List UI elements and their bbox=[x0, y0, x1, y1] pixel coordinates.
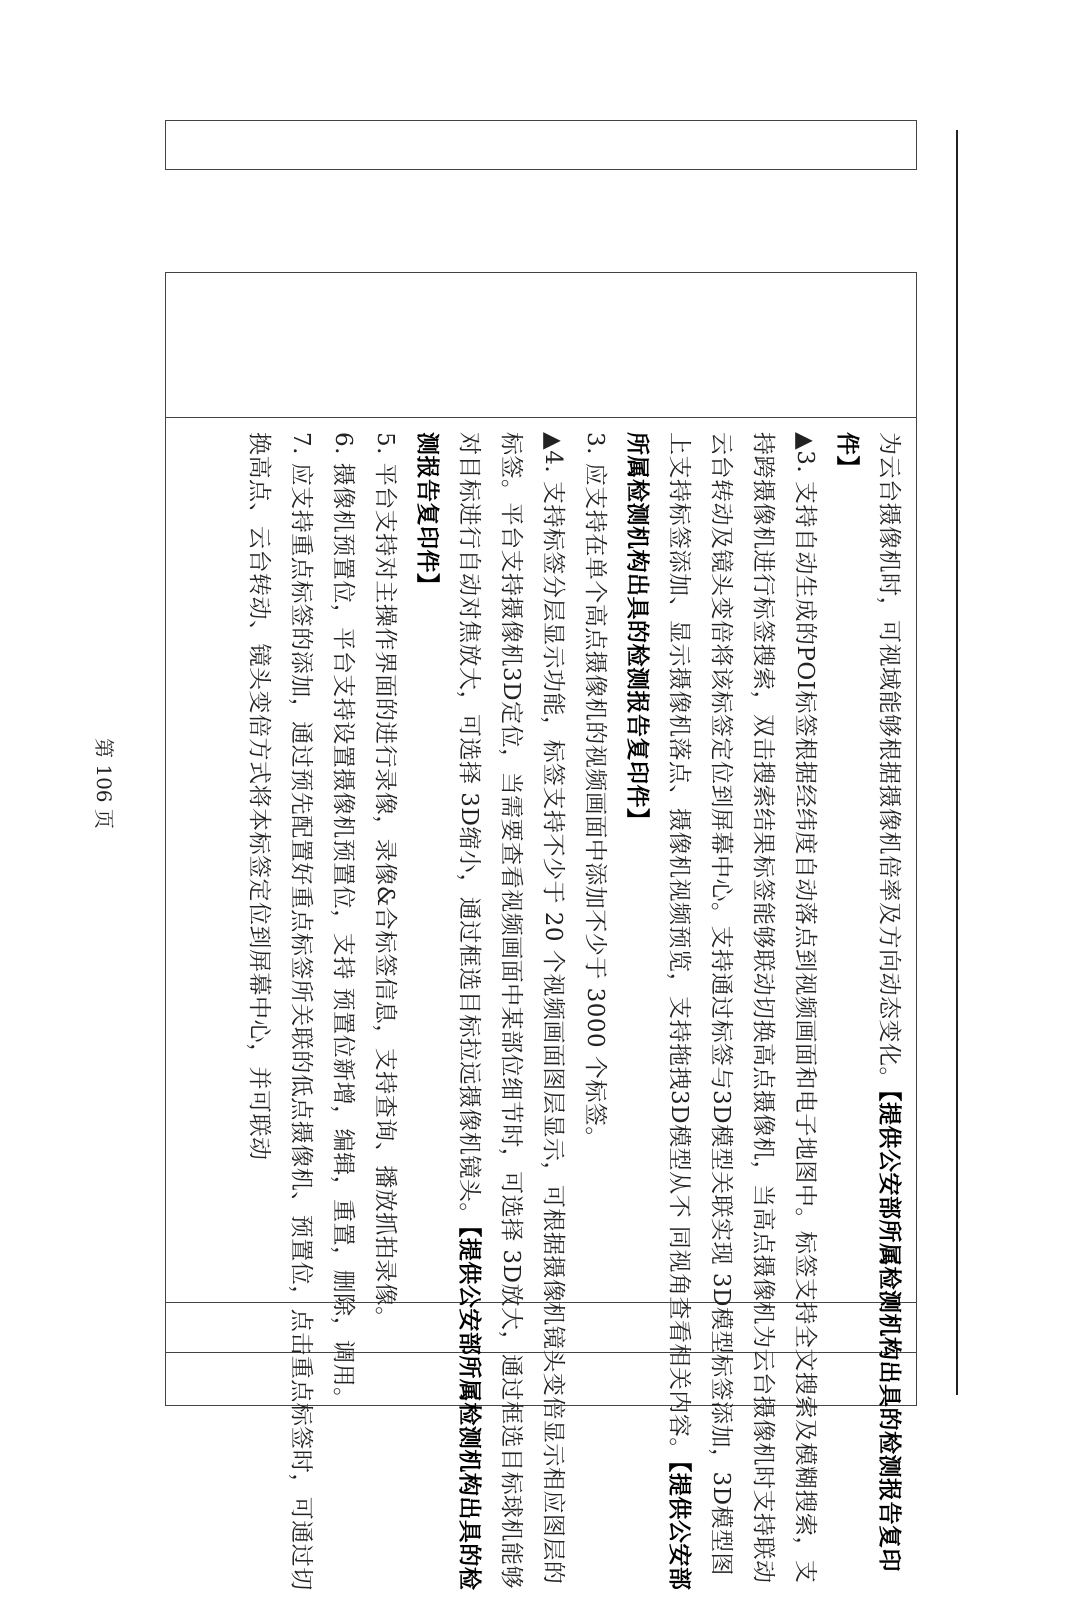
report-note: 【提供公安部所属检测机构出具的检测报告复印件】 bbox=[834, 432, 903, 1572]
report-note: 【提供公安部所属检测机构出具的检测报告复印件】 bbox=[414, 432, 483, 1591]
paragraph-5: 5. 平台支持对主操作界面的进行录像，录像&合标签信息，支持查询、播放抓拍录像。 bbox=[372, 432, 398, 1330]
report-note: 【提供公安部所属检测机构出具的检测报告复印件】 bbox=[624, 432, 693, 1591]
page-number-text: 第 106 页 bbox=[92, 738, 116, 829]
paragraph-3: 3. 应支持在单个高点摄像机的视频画面中添加不少于 3000 个标签。 bbox=[582, 432, 608, 1150]
page-number bbox=[78, 738, 138, 838]
paragraph-1: 为云台摄像机时，可视域能够根据摄像机倍率及方向动态变化。【提供公安部所属检测机构出具的检测报告复印件】 bbox=[834, 432, 903, 1572]
content-text-block bbox=[168, 418, 916, 1600]
paragraph-7: 7. 应支持重点标签的添加，通过预先配置好重点标签所关联的低点摄像机、预置位，点击重点标签时，可通过切换高点、云台转动、镜头变倍方式将本标签定位到屏幕中心，并可联动 bbox=[246, 432, 314, 1591]
paragraph-2: ▲3. 支持自动生成的POI标签根据经纬度自动落点到视频画面和电子地图中。标签支持全文搜索及模糊搜索，支持跨摄像机进行标签搜索，双击搜索结果标签能够联动切换高点摄像机，当高点摄像机为云台摄像机时支持联动云台转动及镜头变倍将该标签定位到屏幕中心。支持通过标签与3D模型关联实现 3D模型标签添加，3D模型图上支持标签添加、显示摄像机落点、摄像机视频预览，支持拖拽3D模型从不 同视角查看相关内容。【提供公安部所属检测机构出具的检测报告复印件】 bbox=[624, 432, 818, 1591]
top-table-box bbox=[165, 120, 917, 170]
paragraph-6: 6. 摄像机预置位，平台支持设置摄像机预置位，支持 预置位新增，编辑，重置，删除，调用。 bbox=[330, 432, 356, 1411]
paragraph-4: ▲4. 支持标签分层显示功能，标签支持不少于 20 个视频画面图层显示，可根据摄像机镜头变倍显示相应图层的标签。平台支持摄像机3D定位，当需要查看视频画面中某部位细节时，可选择 3D放大，通过框选目标球机能够对目标进行自动对焦放大，可选择 3D缩小，通过框选目标拉远摄像机镜头。【提供公安部所属检测机构出具的检测报告复印件】 bbox=[414, 432, 566, 1591]
rotated-content-area bbox=[168, 418, 916, 1600]
binding-edge-line bbox=[956, 130, 958, 1395]
